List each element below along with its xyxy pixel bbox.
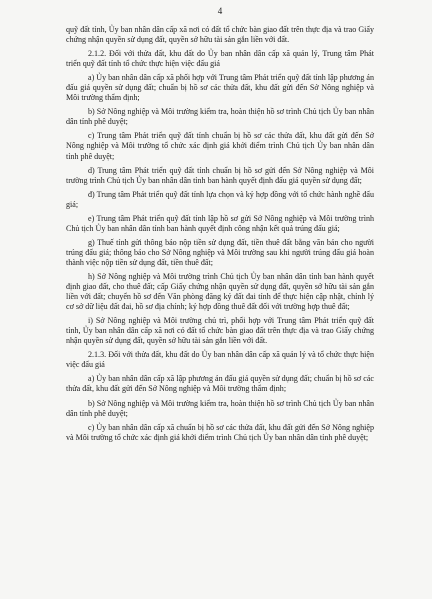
paragraph: d) Trung tâm Phát triển quỹ đất tỉnh chuẩn bị hồ sơ gửi đến Sở Nông nghiệp và Môi trường trình Chủ tịch Ủy ban nhân dân tỉnh ban hành quyết định đấu giá quyền sử dụng đất; [66, 165, 374, 185]
paragraph: i) Sở Nông nghiệp và Môi trường chủ trì, phối hợp với Trung tâm Phát triển quỹ đất tỉnh, Ủy ban nhân dân cấp xã nơi có đất tổ chức bàn giao đất trên thực địa và trao Giấy chứng nhận quyền sử dụng đất, quyền sở hữu tài sản gắn liền với đất. [66, 316, 374, 346]
paragraph: 2.1.3. Đối với thửa đất, khu đất do Ủy ban nhân dân cấp xã quản lý và tổ chức thực hiện việc đấu giá [66, 350, 374, 370]
paragraph: e) Trung tâm Phát triển quỹ đất tỉnh lập hồ sơ gửi Sở Nông nghiệp và Môi trường trình Chủ tịch Ủy ban nhân dân tỉnh ban hành quyết định công nhận kết quả trúng đấu giá; [66, 213, 374, 233]
paragraph: quỹ đất tỉnh, Ủy ban nhân dân cấp xã nơi có đất tổ chức bàn giao đất trên thực địa và trao Giấy chứng nhận quyền sử dụng đất, quyền sở hữu tài sản gắn liền với đất. [66, 25, 374, 45]
paragraph: b) Sở Nông nghiệp và Môi trường kiểm tra, hoàn thiện hồ sơ trình Chủ tịch Ủy ban nhân dân tỉnh phê duyệt; [66, 398, 374, 418]
paragraph: a) Ủy ban nhân dân cấp xã lập phương án đấu giá quyền sử dụng đất; chuẩn bị hồ sơ các thửa đất, khu đất gửi đến Sở Nông nghiệp và Môi trường thẩm định; [66, 374, 374, 394]
paragraph: đ) Trung tâm Phát triển quỹ đất tỉnh lựa chọn và ký hợp đồng với tổ chức hành nghề đấu giá; [66, 189, 374, 209]
paragraph: g) Thuế tỉnh gửi thông báo nộp tiền sử dụng đất, tiền thuê đất bằng văn bản cho người trúng đấu giá; thông báo cho Sở Nông nghiệp và Môi trường sau khi người trúng đấu giá hoàn thành việc nộp tiền sử dụng đất, tiền thuê đất; [66, 237, 374, 267]
document-body [66, 25, 374, 443]
paragraph: 2.1.2. Đối với thửa đất, khu đất do Ủy ban nhân dân cấp xã quản lý, Trung tâm Phát triển quỹ đất tỉnh tổ chức thực hiện việc đấu giá [66, 49, 374, 69]
page-number: 4 [217, 6, 223, 16]
paragraph: b) Sở Nông nghiệp và Môi trường kiểm tra, hoàn thiện hồ sơ trình Chủ tịch Ủy ban nhân dân tỉnh phê duyệt; [66, 107, 374, 127]
paragraph: c) Trung tâm Phát triển quỹ đất tỉnh chuẩn bị hồ sơ các thửa đất, khu đất gửi đến Sở Nông nghiệp và Môi trường tổ chức xác định giá khởi điểm trình Chủ tịch Ủy ban nhân dân tỉnh phê duyệt; [66, 131, 374, 161]
paragraph: a) Ủy ban nhân dân cấp xã phối hợp với Trung tâm Phát triển quỹ đất tỉnh lập phương án đấu giá quyền sử dụng đất; chuẩn bị hồ sơ các thửa đất, khu đất gửi đến Sở Nông nghiệp và Môi trường thẩm định; [66, 73, 374, 103]
paragraph: h) Sở Nông nghiệp và Môi trường trình Chủ tịch Ủy ban nhân dân tỉnh ban hành quyết định giao đất, cho thuê đất; cấp Giấy chứng nhận quyền sử dụng đất, quyền sở hữu tài sản gắn liền với đất; chuyển hồ sơ đến Văn phòng đăng ký đất đai tỉnh để thực hiện cập nhật, chỉnh lý cơ sở dữ liệu đất đai, hồ sơ địa chính; ký hợp đồng thuê đất đối với trường hợp thuê đất; [66, 271, 374, 312]
paragraph: c) Ủy ban nhân dân cấp xã chuẩn bị hồ sơ các thửa đất, khu đất gửi đến Sở Nông nghiệp và Môi trường tổ chức xác định giá khởi điểm trình Chủ tịch Ủy ban nhân dân tỉnh phê duyệt; [66, 422, 374, 442]
